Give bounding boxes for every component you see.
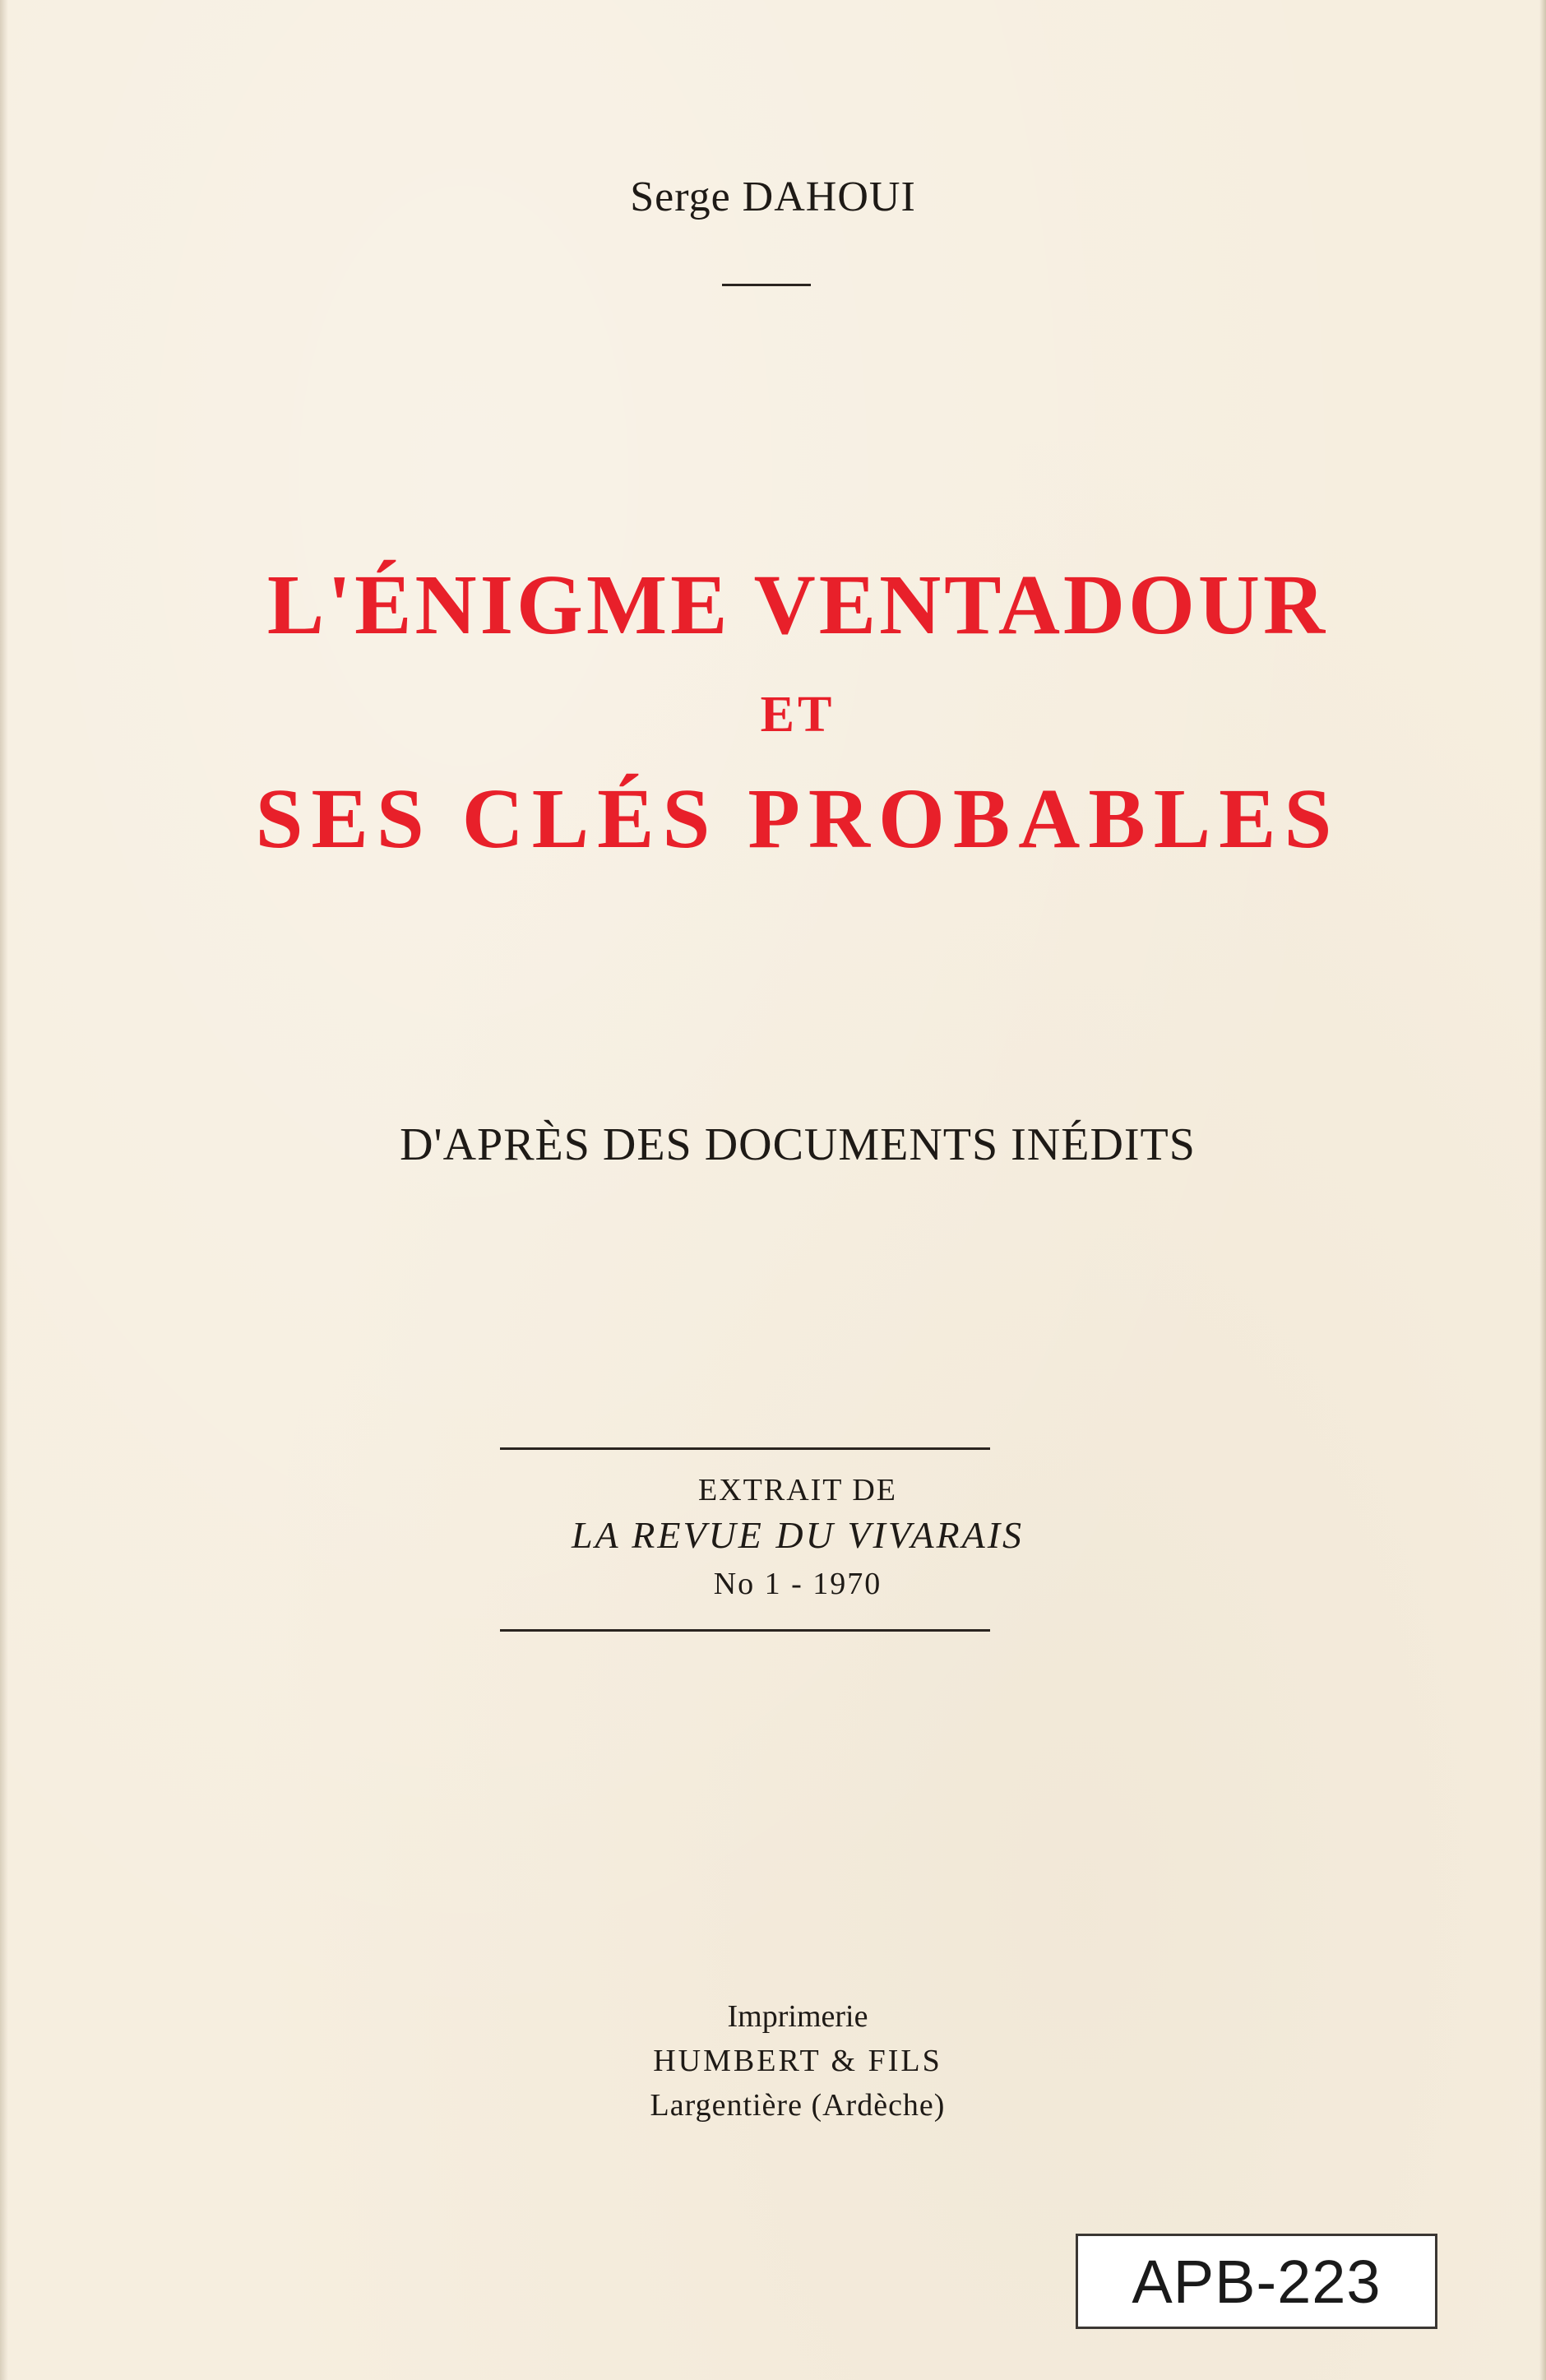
extract-divider-bottom [500, 1629, 990, 1632]
printer-label: Imprimerie [727, 1999, 868, 2034]
title-line-1: L'ÉNIGME VENTADOUR [266, 558, 1329, 652]
subtitle: D'APRÈS DES DOCUMENTS INÉDITS [400, 1119, 1196, 1170]
author-divider [722, 284, 811, 286]
journal-issue: No 1 - 1970 [713, 1567, 882, 1601]
title-line-3: SES CLÉS PROBABLES [255, 771, 1340, 866]
catalog-label: APB-223 [1076, 2234, 1437, 2329]
author-name: Serge DAHOUI [630, 174, 916, 220]
printer-location: Largentière (Ardèche) [650, 2088, 946, 2123]
extract-divider-top [500, 1447, 990, 1450]
printer-name: HUMBERT & FILS [653, 2044, 942, 2078]
journal-name: LA REVUE DU VIVARAIS [571, 1514, 1025, 1556]
page-edge-left [0, 0, 8, 2380]
extract-label: EXTRAIT DE [698, 1473, 897, 1507]
title-line-2: ET [760, 687, 835, 743]
